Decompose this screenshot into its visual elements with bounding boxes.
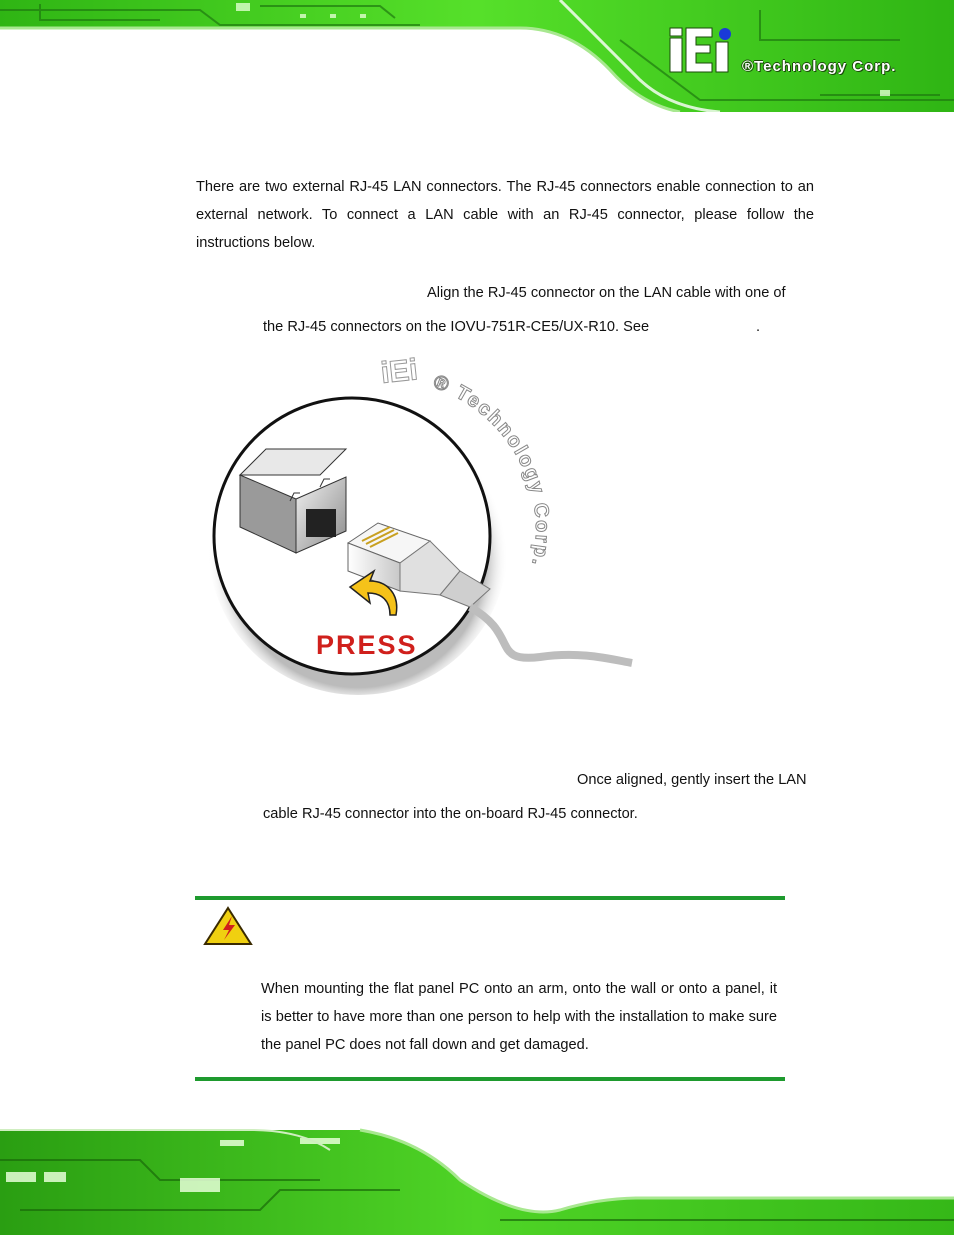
warning-triangle-icon [203, 906, 253, 946]
warning-top-rule [195, 896, 785, 900]
rj45-illustration [200, 345, 640, 725]
watermark-text: ® Technology Corp. [430, 370, 554, 570]
step2-line2: cable RJ-45 connector into the on-board RJ-45 connector. [263, 806, 638, 822]
iei-logo-icon [668, 24, 738, 76]
step2-line1: Once aligned, gently insert the LAN [577, 772, 807, 788]
warning-bottom-rule [195, 1077, 785, 1081]
iei-logo [668, 24, 738, 76]
watermark-logo: iEi [379, 353, 420, 390]
footer-pcb-banner [0, 1120, 954, 1235]
step1-line2-end: . [756, 319, 761, 335]
press-label: PRESS [316, 630, 418, 660]
rj45-figure [200, 345, 640, 725]
header-pcb-banner [0, 0, 954, 112]
warning-text: When mounting the flat panel PC onto an arm, onto the wall or onto a panel, it is better to have more than one person to help with the installation to make sure the panel PC does not fall down and get damaged. [261, 981, 777, 1053]
brand-text: ®Technology Corp. [742, 58, 897, 75]
step1-line1: Align the RJ-45 connector on the LAN cable with one of [427, 285, 786, 301]
step1-line2: the RJ-45 connectors on the IOVU-751R-CE5/UX-R10. See [263, 319, 650, 335]
page-footer [0, 1120, 954, 1235]
page-header [0, 0, 954, 112]
intro-paragraph: There are two external RJ-45 LAN connectors. The RJ-45 connectors enable connection to an external network. To connect a LAN cable with an RJ-45 connector, please follow the instructions below. [196, 179, 814, 251]
warning-icon [203, 906, 253, 946]
